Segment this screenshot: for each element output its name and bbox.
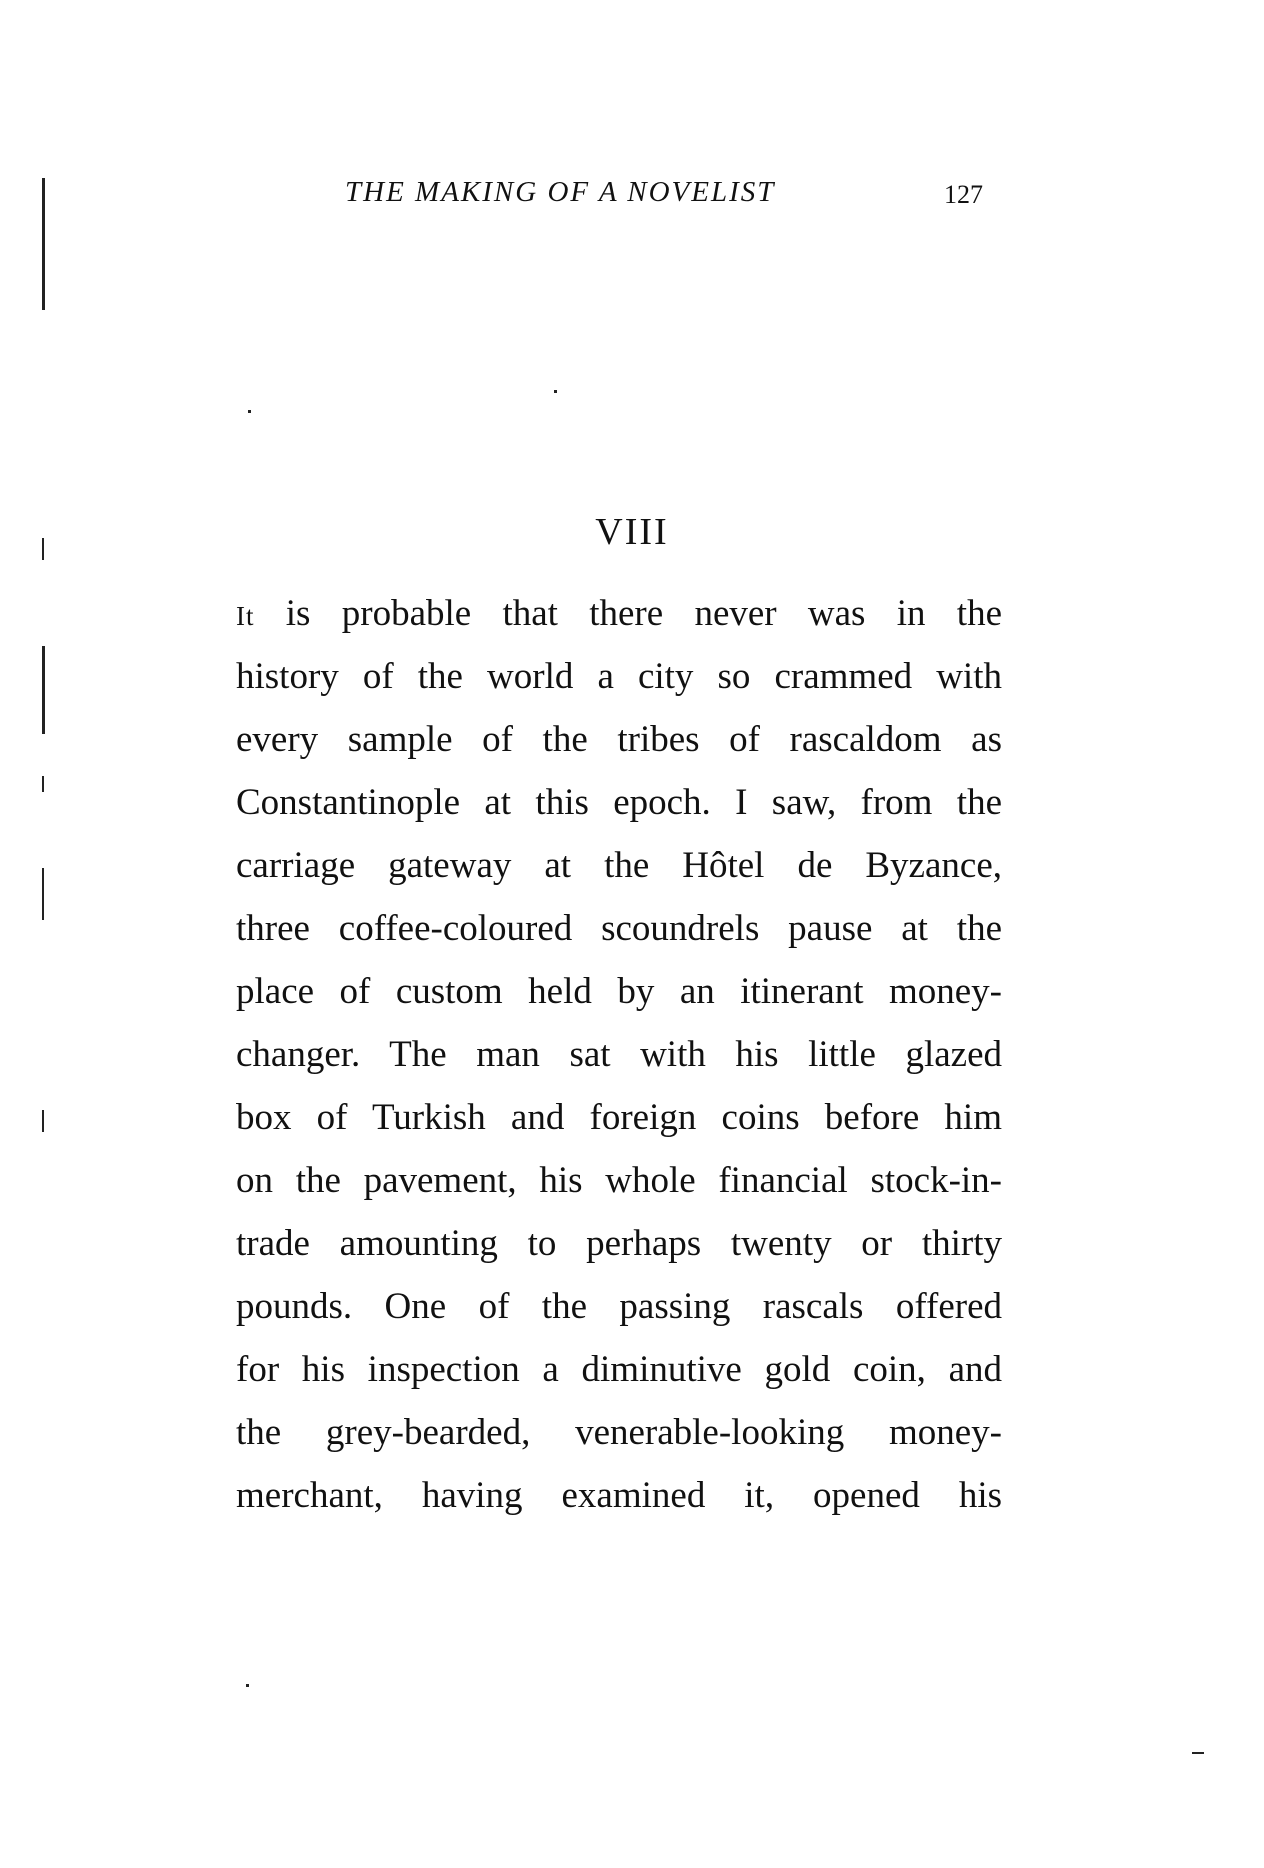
text-line: carriage gateway at the Hôtel de Byzance,: [236, 845, 1002, 886]
text-line: [236, 582, 1002, 645]
running-title: THE MAKING OF A NOVELIST: [345, 176, 776, 208]
body-paragraph: [236, 582, 1002, 1527]
text-line: changer. The man sat with his little glazed: [236, 1034, 1002, 1075]
text-line: on the pavement, his whole financial stock-in-: [236, 1160, 1002, 1201]
text-line: place of custom held by an itinerant money-: [236, 971, 1002, 1012]
text-line-content: is probable that there never was in the: [254, 593, 1002, 634]
chapter-number: VIII: [595, 511, 669, 553]
text-line: history of the world a city so crammed with: [236, 656, 1002, 697]
scan-speck: [554, 390, 557, 393]
scan-margin-rule: [42, 178, 45, 310]
text-line: every sample of the tribes of rascaldom as: [236, 719, 1002, 760]
text-line: for his inspection a diminutive gold coin, and: [236, 1349, 1002, 1390]
scan-margin-rule: [42, 776, 44, 792]
scan-speck: [1192, 1752, 1204, 1754]
text-line: trade amounting to perhaps twenty or thirty: [236, 1223, 1002, 1264]
text-line: the grey-bearded, venerable-looking money-: [236, 1412, 1002, 1453]
scan-speck: [246, 1684, 249, 1687]
opening-word: It: [236, 601, 255, 631]
scan-speck: [248, 410, 251, 413]
text-line: box of Turkish and foreign coins before him: [236, 1097, 1002, 1138]
text-line: merchant, having examined it, opened his: [236, 1475, 1002, 1516]
text-line: pounds. One of the passing rascals offered: [236, 1286, 1002, 1327]
scan-margin-rule: [42, 646, 45, 734]
scan-margin-rule: [42, 868, 44, 920]
page-number: 127: [944, 180, 983, 209]
text-line: three coffee-coloured scoundrels pause at the: [236, 908, 1002, 949]
text-line: Constantinople at this epoch. I saw, from the: [236, 782, 1002, 823]
scan-margin-rule: [42, 1110, 44, 1132]
